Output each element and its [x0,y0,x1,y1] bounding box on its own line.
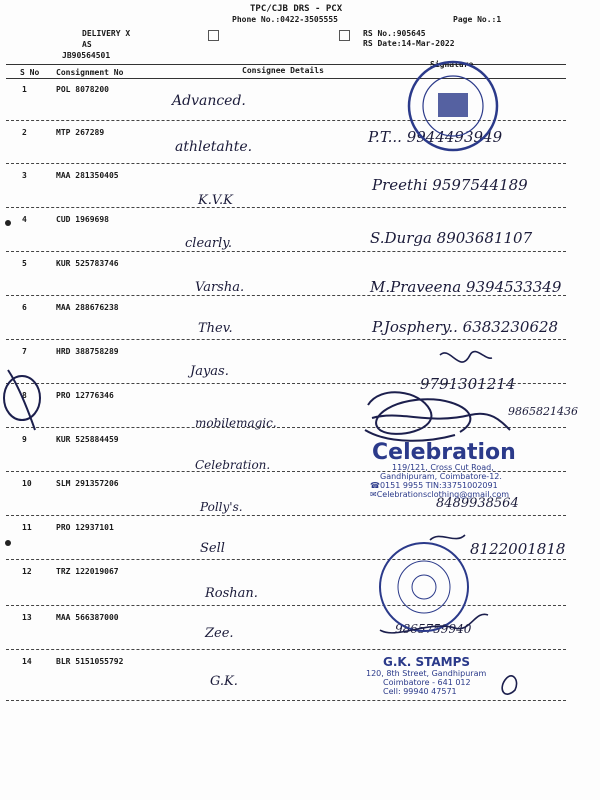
row-consignment: PRO 12937101 [56,523,114,532]
ink-scribble [365,392,510,440]
as-label: AS [82,40,92,49]
row-divider [6,605,566,606]
row-consignment: POL 8078200 [56,85,109,94]
row-consignment: HRD 388758289 [56,347,119,356]
row-signature: 8489938564 [436,496,519,511]
celebration-stamp-line: ✉Celebrationsclothing@gmail.com [370,490,510,499]
checkbox-marker [339,30,350,41]
row-consignee: Zee. [205,626,234,641]
col-consignment: Consignment No [56,68,124,77]
row-sno: 1 [22,85,27,94]
row-consignment: MAA 566387000 [56,613,119,622]
row-sno: 8 [22,391,27,400]
row-signature: P.Josphery.. 6383230628 [372,318,559,336]
row-sno: 4 [22,215,27,224]
row-sno: 3 [22,171,27,180]
row-sno: 11 [22,523,32,532]
col-sno: S No [20,68,40,77]
row-signature: 9865821436 [508,405,578,418]
row-divider [6,649,566,650]
trees-seal [380,543,468,631]
row-consignment: PRO 12776346 [56,391,114,400]
celebration-stamp-line: Gandhipuram, Coimbatore-12. [380,472,502,481]
row-signature: 8122001818 [470,540,566,558]
celebration-stamp-name: Celebration [372,440,516,465]
jb-number: JB90564501 [62,51,111,60]
gk-stamp-name: G.K. STAMPS [383,655,471,669]
row-consignment: CUD 1969698 [56,215,109,224]
row-sno: 5 [22,259,27,268]
row-divider [6,251,566,252]
row-sno: 9 [22,435,27,444]
row-consignment: KUR 525884459 [56,435,119,444]
row-sno: 6 [22,303,27,312]
row-consignment: MTP 267289 [56,128,105,137]
row-consignee: Thev. [198,321,233,336]
row-signature: 9791301214 [420,375,516,393]
punch-hole [5,220,11,226]
signature-strokes [380,352,517,695]
row-consignee: Polly's. [200,500,243,514]
phone-number: Phone No.:0422-3505555 [232,15,338,24]
row-divider [6,120,566,121]
rs-date: RS Date:14-Mar-2022 [363,39,455,48]
header-rule [6,64,566,65]
row-divider [6,295,566,296]
punch-hole [5,540,11,546]
gk-stamp-line: Cell: 99940 47571 [383,687,457,696]
col-signature: Signature [430,60,474,69]
gk-stamp-line: 120, 8th Street, Gandhipuram [366,669,487,678]
row-divider [6,559,566,560]
delivery-label: DELIVERY X [82,29,131,38]
page-number: Page No.:1 [453,15,502,24]
row-consignee: Varsha. [195,280,245,295]
row-consignee: Celebration. [195,458,271,472]
report-title: TPC/CJB DRS - PCX [250,4,343,14]
row-sno: 13 [22,613,32,622]
row-divider [6,207,566,208]
circled-mark [4,370,40,430]
row-consignee: K.V.K [198,193,233,208]
row-consignee: mobilemagic. [195,416,277,430]
row-consignment: KUR 525783746 [56,259,119,268]
row-divider [6,427,566,428]
row-signature: 9865759940 [395,622,472,636]
row-consignee: Roshan. [205,586,258,601]
row-divider [6,383,566,384]
row-divider [6,515,566,516]
gk-stamp-line: Coimbatore - 641 012 [383,678,471,687]
row-signature: P.T... 9944493949 [368,128,503,146]
row-signature: S.Durga 8903681107 [370,229,533,247]
checkbox-marker [208,30,219,41]
col-consignee: Consignee Details [242,66,324,75]
celebration-stamp-line: ☎0151 9955 TIN:33751002091 [370,481,498,490]
header-rule [6,78,566,79]
row-consignee: athletahte. [175,139,253,155]
row-consignee: clearly. [185,236,233,251]
row-consignee: Jayas. [190,364,229,379]
row-consignment: TRZ 122019067 [56,567,119,576]
row-consignee: Advanced. [172,93,246,109]
row-consignee: G.K. [210,674,238,689]
row-divider [6,339,566,340]
row-sno: 14 [22,657,32,666]
row-consignment: MAA 288676238 [56,303,119,312]
row-signature: M.Praveena 9394533349 [370,278,562,296]
row-sno: 2 [22,128,27,137]
rs-number: RS No.:905645 [363,29,426,38]
row-sno: 12 [22,567,32,576]
row-divider [6,163,566,164]
row-consignment: MAA 281350405 [56,171,119,180]
row-consignment: BLR 5151055792 [56,657,124,666]
row-consignee: Sell [200,541,225,556]
row-sno: 7 [22,347,27,356]
celebration-stamp-line: 119/121, Cross Cut Road, [392,463,494,472]
row-sno: 10 [22,479,32,488]
row-signature: Preethi 9597544189 [372,176,528,194]
row-divider [6,700,566,701]
row-consignment: SLM 291357206 [56,479,119,488]
